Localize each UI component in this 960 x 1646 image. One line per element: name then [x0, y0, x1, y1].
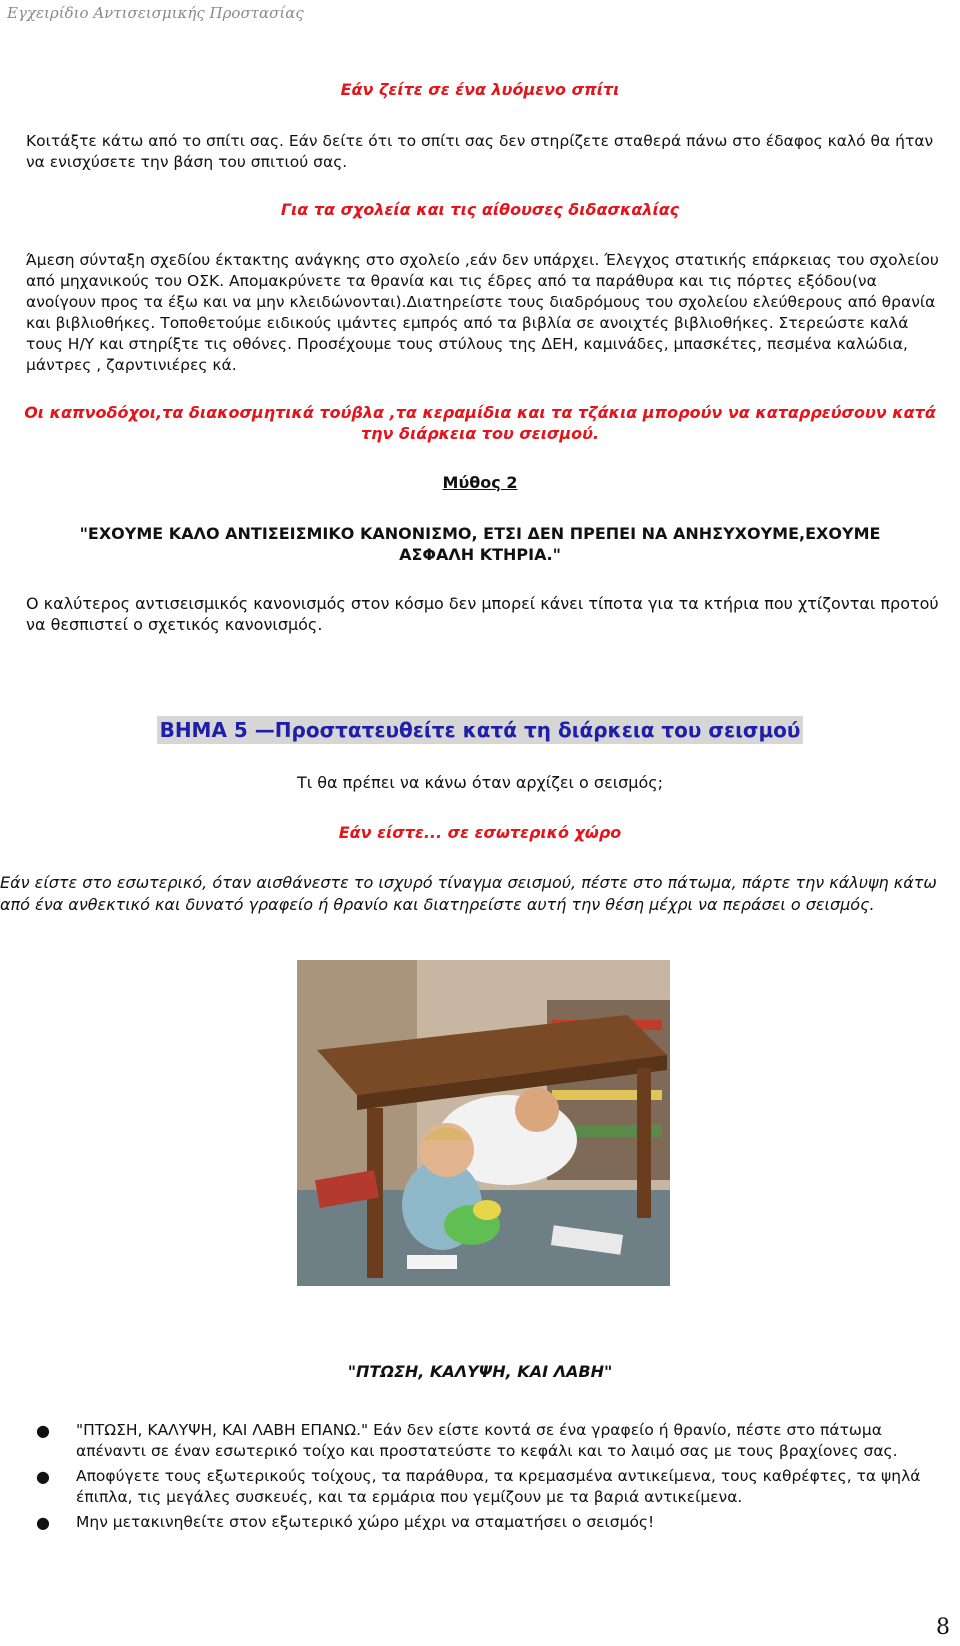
indoor-heading: Εάν είστε... σε εσωτερικό χώρο — [338, 823, 622, 842]
step5-question: Τι θα πρέπει να κάνω όταν αρχίζει ο σεισμός; — [296, 773, 664, 792]
warning-chimneys: Οι καπνοδόχοι,τα διακοσμητικά τούβλα ,τα κεραμίδια και τα τζάκια μπορούν να καταρρεύσουν κατά την διάρκεια του σεισμού. — [24, 403, 936, 443]
running-header: Εγχειρίδιο Αντισεισμικής Προστασίας — [7, 4, 304, 22]
list-item — [36, 1512, 956, 1533]
paragraph-schools: Άμεση σύνταξη σχεδίου έκτακτης ανάγκης στο σχολείο ,εάν δεν υπάρχει. Έλεγχος στατικής επάρκειας του σχολείου από μηχανικούς του ΟΣΚ. Απομακρύνετε τα θρανία και τις έδρες από τα παράθυρα και τις πόρτες εξόδου(να ανοίγουν προς τα έξω και να μην κλειδώνονται).Διατηρείστε τους διαδρόμους του σχολείου ελεύθερους από θρανία και βιβλιοθήκες. Τοποθετούμε ειδικούς ιμάντες εμπρός από τα βιβλία σε ανοιχτές βιβλιοθήκες. Στερεώστε καλά τους Η/Υ και στηρίξτε τις οθόνες. Προσέχουμε τους στύλους της ΔΕΗ, καμινάδες, μπασκέτες, πεσμένα καλώδια, μάντρες , ζαρντινιέρες κά. — [26, 251, 939, 374]
photo-caption: "ΠΤΩΣΗ, ΚΑΛΥΨΗ, ΚΑΙ ΛΑΒΗ" — [347, 1362, 613, 1381]
list-item — [36, 1466, 956, 1508]
photo-man-child-under-table — [297, 960, 670, 1286]
page-number: 8 — [936, 1615, 950, 1640]
bullet-dot-icon: ● — [36, 1513, 50, 1532]
step5-title: ΒΗΜΑ 5 —Προστατευθείτε κατά τη διάρκεια του σεισμού — [157, 716, 804, 744]
bullet-text: Μην μετακινηθείτε στον εξωτερικό χώρο μέχρι να σταματήσει ο σεισμός! — [76, 1513, 655, 1531]
bullet-dot-icon: ● — [36, 1421, 50, 1440]
myth-title: Μύθος 2 — [442, 473, 518, 492]
safety-bullet-list — [36, 1420, 956, 1537]
list-item — [36, 1420, 956, 1462]
heading-loose-house: Εάν ζείτε σε ένα λυόμενο σπίτι — [340, 80, 620, 99]
photo-illustration — [297, 960, 670, 1286]
bullet-text: Αποφύγετε τους εξωτερικούς τοίχους, τα παράθυρα, τα κρεμασμένα αντικείμενα, τους καθρέφτες, τα ψηλά έπιπλα, τις μεγάλες συσκευές, και τα ερμάρια που γεμίζουν με τα βαριά αντικείμενα. — [76, 1467, 921, 1506]
bullet-text: "ΠΤΩΣΗ, ΚΑΛΥΨΗ, ΚΑΙ ΛΑΒΗ ΕΠΑΝΩ." Εάν δεν είστε κοντά σε ένα γραφείο ή θρανίο, πέστε στο πάτωμα απέναντι σε έναν εσωτερικό τοίχο και προστατεύστε το κεφάλι και το λαιμό σας με τους βραχίονες σας. — [76, 1421, 898, 1460]
bullet-dot-icon: ● — [36, 1467, 50, 1486]
indoor-text: Εάν είστε στο εσωτερικό, όταν αισθάνεστε το ισχυρό τίναγμα σεισμού, πέστε στο πάτωμα, πάρτε την κάλυψη κάτω από ένα ανθεκτικό και δυνατό γραφείο ή θρανίο και διατηρείστε αυτή την θέση μέχρι να περάσει ο σεισμός. — [0, 873, 937, 914]
heading-schools: Για τα σχολεία και τις αίθουσες διδασκαλίας — [280, 200, 680, 219]
myth-quote: "ΕΧΟΥΜΕ ΚΑΛΟ ΑΝΤΙΣΕΙΣΜΙΚΟ ΚΑΝΟΝΙΣΜΟ, ΕΤΣΙ ΔΕΝ ΠΡΕΠΕΙ ΝΑ ΑΝΗΣΥΧΟΥΜΕ,ΕΧΟΥΜΕ ΑΣΦΑΛΗ ΚΤΗΡΙΑ." — [79, 524, 881, 564]
step5-title-wrap — [0, 716, 960, 744]
paragraph-loose-house: Κοιτάξτε κάτω από το σπίτι σας. Εάν δείτε ότι το σπίτι σας δεν στηρίζετε σταθερά πάνω στο έδαφος καλό θα ήταν να ενισχύσετε την βάση του σπιτιού σας. — [26, 132, 934, 171]
myth-answer: Ο καλύτερος αντισεισμικός κανονισμός στον κόσμο δεν μπορεί κάνει τίποτα για τα κτήρια που χτίζονται προτού να θεσπιστεί ο σχετικός κανονισμός. — [26, 594, 939, 634]
